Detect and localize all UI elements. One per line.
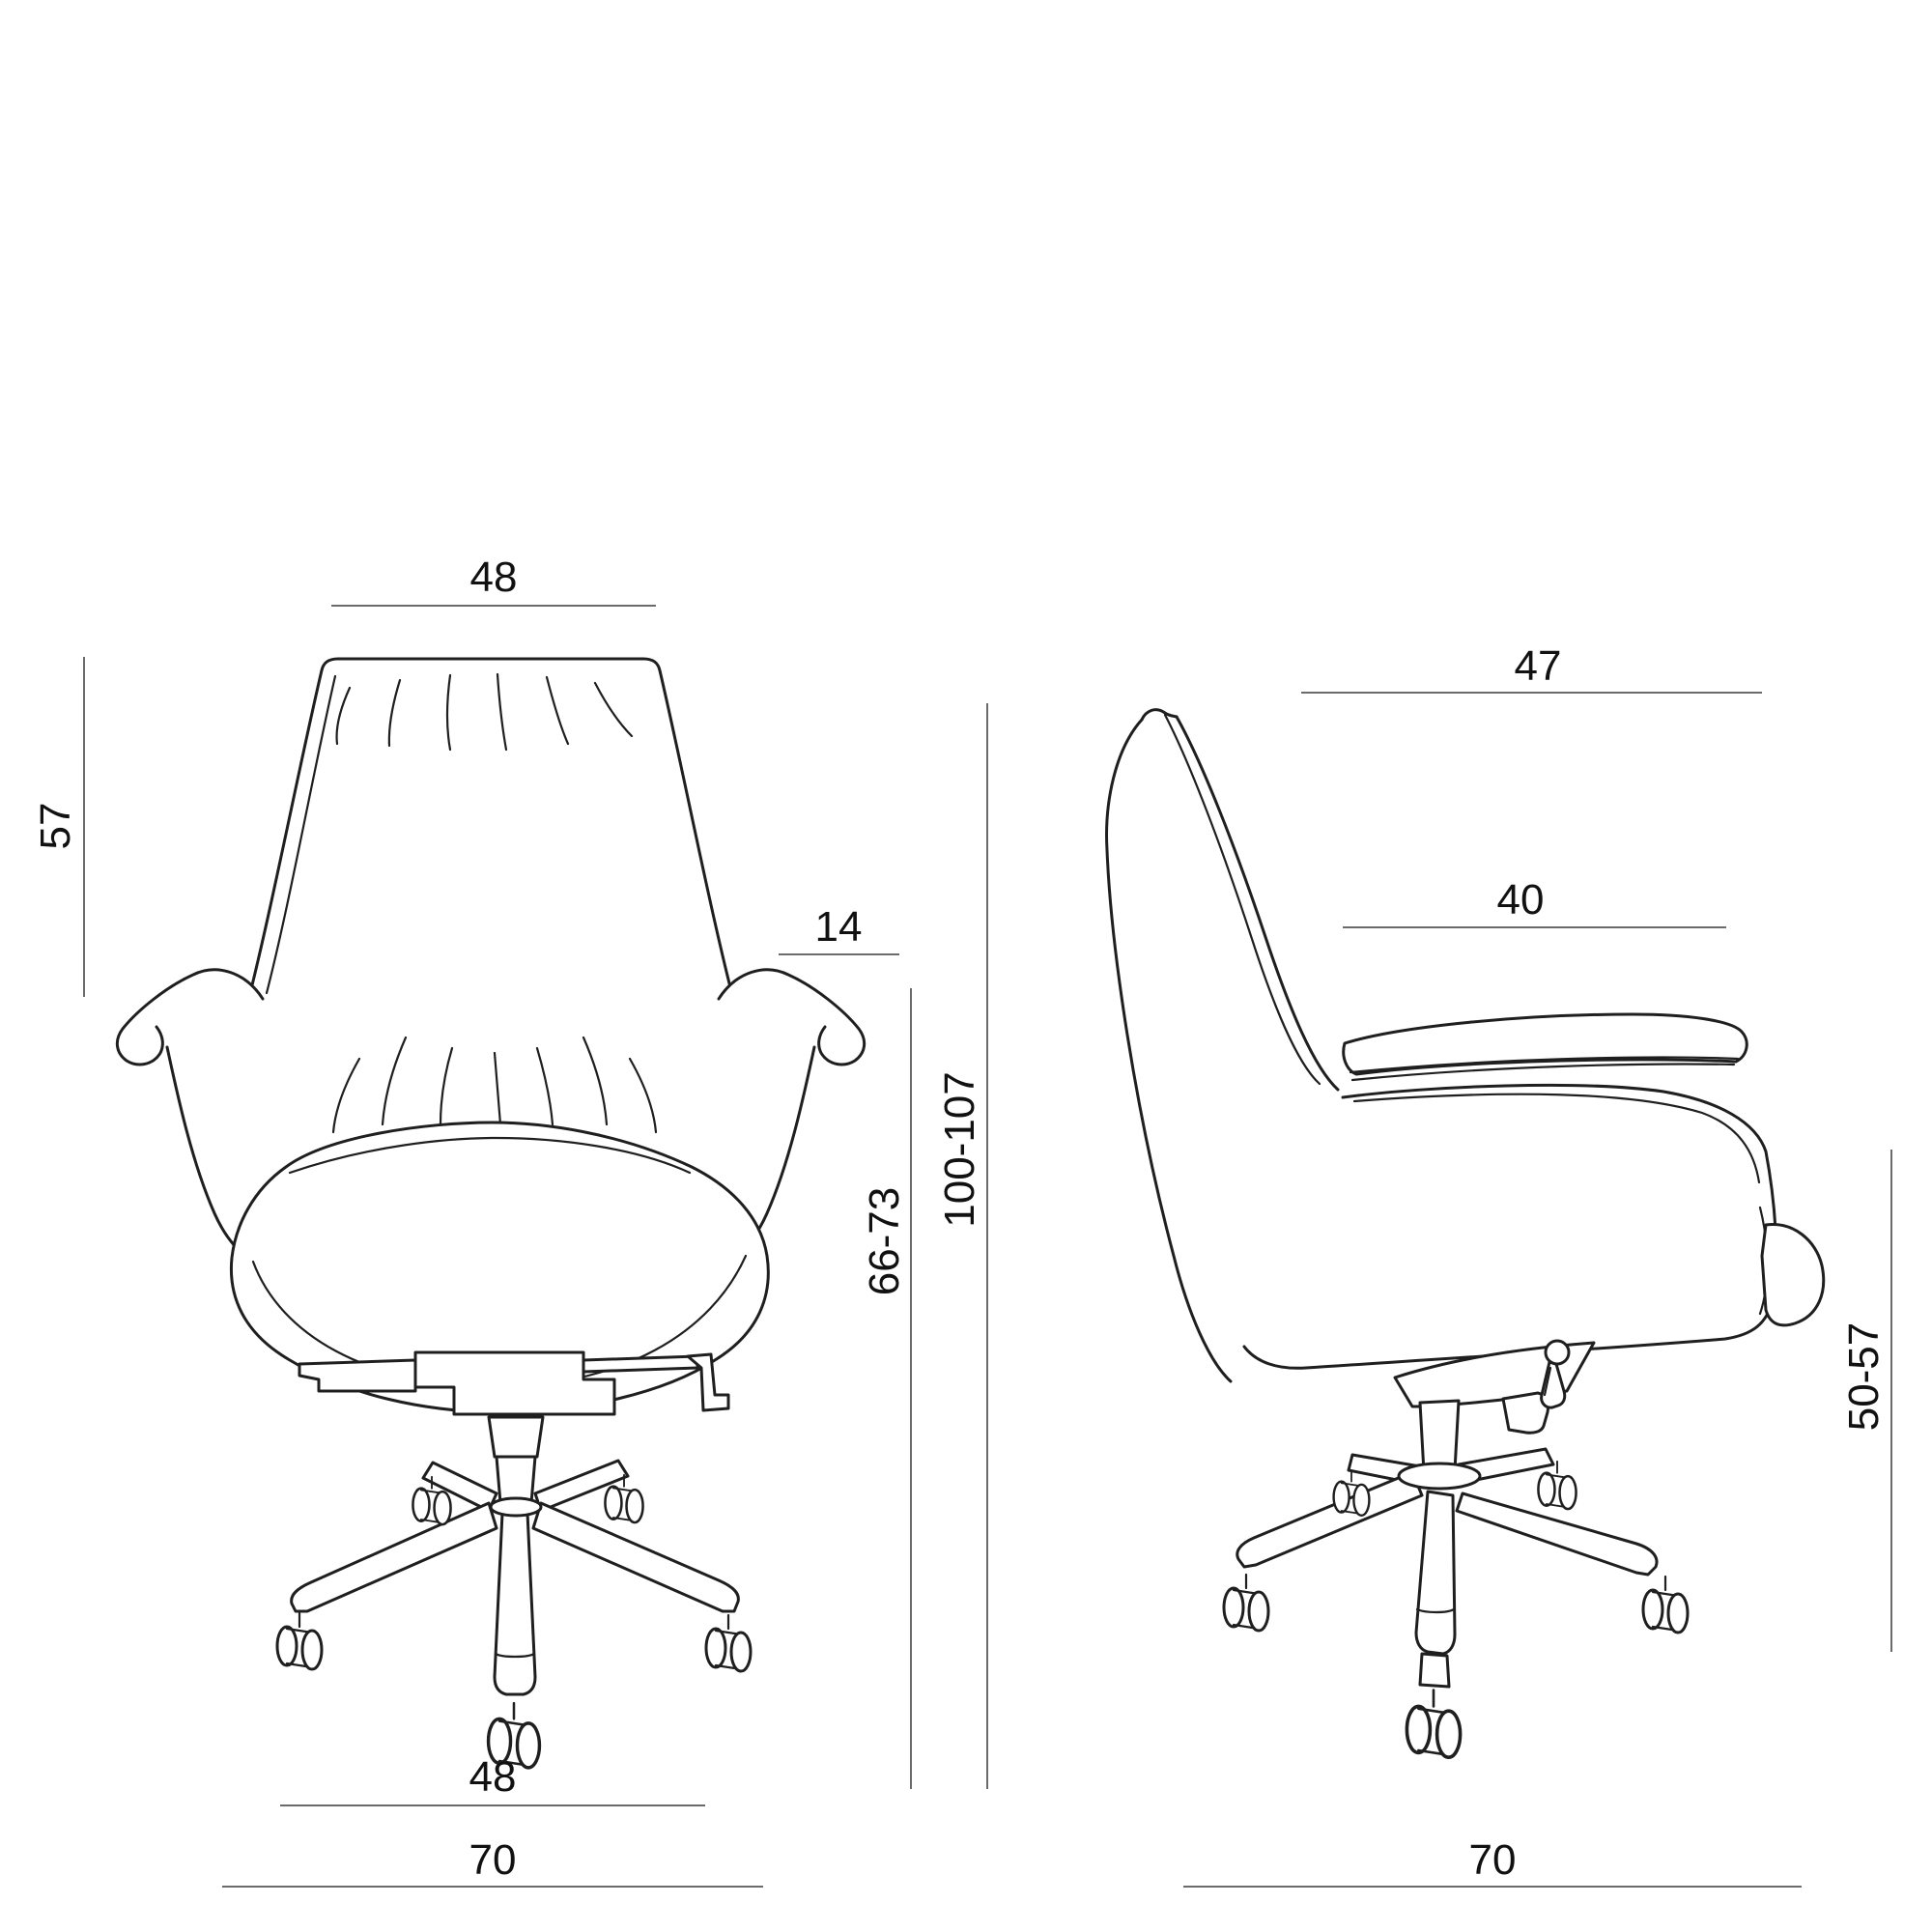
dim-label-back-height-range: 66-73 [861,1186,908,1296]
caster [1643,1577,1688,1633]
dim-label-overall-height: 100-107 [936,1071,983,1228]
side-base-legs [1237,1449,1657,1687]
dim-label-side-back-width: 47 [1514,642,1562,690]
caster [1538,1462,1576,1509]
dim-label-base-depth: 70 [1468,1836,1517,1884]
dim-label-seat-width: 48 [469,1753,517,1801]
caster [1224,1575,1268,1631]
dim-label-back-width-top: 48 [469,554,518,601]
side-seat [1244,1085,1824,1368]
dim-label-base-width: 70 [469,1836,517,1884]
dim-label-back-height: 57 [32,802,79,850]
side-armrest [1344,1014,1747,1080]
dim-label-seat-depth: 40 [1496,876,1545,923]
caster [1406,1690,1460,1758]
front-view [32,554,987,1887]
side-gas-lift [1420,1401,1459,1472]
gas-lift [489,1417,543,1503]
dim-label-seat-height: 50-57 [1840,1321,1888,1432]
dim-label-armrest-depth: 14 [814,903,863,951]
adjustment-lever-knob [1546,1341,1569,1364]
caster [706,1615,751,1671]
side-view [1107,642,1891,1887]
caster [277,1613,322,1669]
